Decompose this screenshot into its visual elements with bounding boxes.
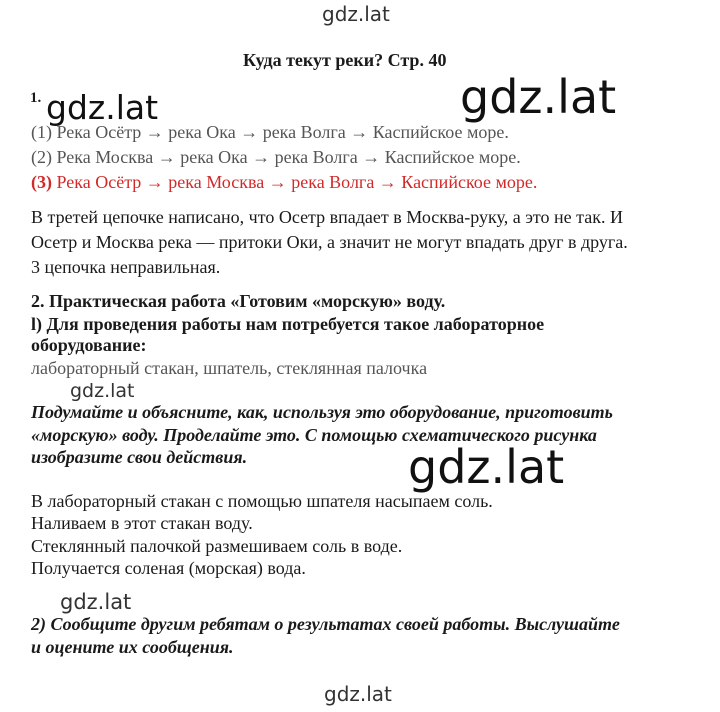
- answer-line: Наливаем в этот стакан воду.: [31, 513, 253, 533]
- question-line: «морскую» воду. Проделайте это. С помощью схематического рисунка: [31, 425, 597, 445]
- chain-3-text: Река Осётр → река Москва → река Волга → Каспийское море.: [56, 172, 538, 192]
- chain-1: (1) Река Осётр → река Ока → река Волга → Каспийское море.: [31, 122, 509, 142]
- watermark: gdz.lat: [70, 380, 135, 402]
- explanation-line: В третей цепочке написано, что Осетр впадает в Москва-руку, а это не так. И: [31, 207, 623, 227]
- watermark: gdz.lat: [408, 440, 565, 494]
- explanation-line: 3 цепочка неправильная.: [31, 257, 221, 277]
- watermark-bottom: gdz.lat: [324, 682, 392, 706]
- page-title: Куда текут реки? Стр. 40: [243, 50, 447, 70]
- watermark-top: gdz.lat: [322, 2, 390, 26]
- task1-number: 1.: [30, 90, 42, 106]
- task2-sub1-heading: l) Для проведения работы нам потребуется такое лабораторное: [31, 314, 545, 334]
- answer-line: Стеклянный палочкой размешиваем соль в воде.: [31, 536, 403, 556]
- answer-line: В лабораторный стакан с помощью шпателя насыпаем соль.: [31, 491, 493, 511]
- equipment-list: лабораторный стакан, шпатель, стеклянная палочка: [31, 358, 428, 378]
- task2-sub1-heading: оборудование:: [31, 335, 147, 355]
- answer-line: Получается соленая (морская) вода.: [31, 558, 306, 578]
- watermark: gdz.lat: [460, 70, 617, 124]
- watermark: gdz.lat: [60, 590, 132, 614]
- explanation-line: Осетр и Москва река — притоки Оки, а значит не могут впадать друг в друга.: [31, 232, 628, 252]
- chain-3: [31, 171, 537, 193]
- task2-sub2: и оцените их сообщения.: [31, 637, 234, 657]
- task2-sub2: 2) Сообщите другим ребятам о результатах своей работы. Выслушайте: [31, 614, 620, 634]
- watermark: gdz.lat: [46, 88, 159, 127]
- question-line: Подумайте и объясните, как, используя это оборудование, приготовить: [31, 402, 613, 422]
- question-line: изобразите свои действия.: [31, 447, 248, 467]
- chain-2: (2) Река Москва → река Ока → река Волга → Каспийское море.: [31, 147, 521, 167]
- task2-heading: 2. Практическая работа «Готовим «морскую» воду.: [31, 291, 446, 311]
- chain-3-number: (3): [31, 172, 52, 192]
